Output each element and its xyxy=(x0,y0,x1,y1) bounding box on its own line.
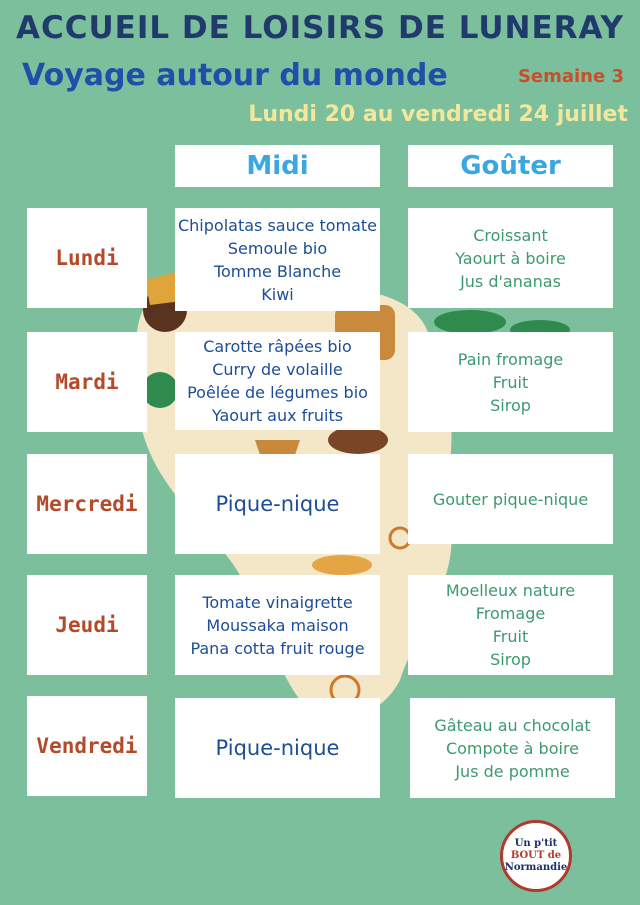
logo-line: Normandie xyxy=(504,862,568,873)
midi-cell-vendredi xyxy=(175,698,380,798)
menu-item: Fruit xyxy=(492,372,529,392)
day-label-lundi: Lundi xyxy=(27,208,147,308)
menu-item: Moelleux nature xyxy=(445,581,576,600)
basket-shape xyxy=(312,555,372,575)
menu-item: Pain fromage xyxy=(457,349,564,369)
gouter-cell-mardi xyxy=(408,332,613,432)
column-header-midi: Midi xyxy=(175,145,380,187)
menu-item: Jus d'ananas xyxy=(460,271,561,291)
logo-line: BOUT de xyxy=(510,850,562,861)
week-label: Semaine 3 xyxy=(517,66,624,87)
midi-cell-lundi xyxy=(175,208,380,311)
menu-item: Tomme Blanche xyxy=(213,261,342,281)
menu-item: Fruit xyxy=(492,627,529,646)
vase-shape xyxy=(255,440,300,455)
gouter-cell-jeudi xyxy=(408,575,613,675)
pot-shape xyxy=(328,426,388,454)
menu-item: Yaourt à boire xyxy=(455,248,566,268)
midi-cell-jeudi xyxy=(175,575,380,675)
menu-item: Semoule bio xyxy=(227,238,328,258)
page-title: ACCUEIL DE LOISIRS DE LUNERAY xyxy=(16,10,624,46)
logo-line: Un p'tit xyxy=(514,838,558,849)
menu-item: Gouter pique-nique xyxy=(432,489,589,509)
brand-logo xyxy=(500,820,572,892)
midi-cell-mercredi xyxy=(175,454,380,554)
day-label-vendredi: Vendredi xyxy=(27,696,147,796)
menu-item: Moussaka maison xyxy=(206,615,349,635)
menu-item: Pique-nique xyxy=(215,491,340,516)
tree-left xyxy=(142,372,178,408)
day-label-mardi: Mardi xyxy=(27,332,147,432)
menu-item: Fromage xyxy=(475,604,546,623)
menu-item: Jus de pomme xyxy=(455,761,570,781)
menu-item: Pique-nique xyxy=(215,735,340,760)
menu-item: Curry de volaille xyxy=(212,360,343,379)
menu-item: Carotte râpées bio xyxy=(203,337,352,356)
menu-item: Yaourt aux fruits xyxy=(211,406,344,425)
page-subtitle: Voyage autour du monde xyxy=(22,58,448,93)
tree-right xyxy=(434,310,506,334)
menu-item: Tomate vinaigrette xyxy=(202,592,353,612)
menu-item: Croissant xyxy=(473,225,548,245)
menu-item: Sirop xyxy=(490,395,531,415)
menu-item: Sirop xyxy=(490,650,531,669)
gouter-cell-vendredi xyxy=(410,698,615,798)
menu-item: Gâteau au chocolat xyxy=(434,715,591,735)
date-range: Lundi 20 au vendredi 24 juillet xyxy=(248,102,628,127)
gouter-cell-lundi xyxy=(408,208,613,308)
menu-item: Chipolatas sauce tomate xyxy=(177,215,378,235)
menu-item: Compote à boire xyxy=(445,738,580,758)
gouter-cell-mercredi xyxy=(408,454,613,544)
day-label-mercredi: Mercredi xyxy=(27,454,147,554)
column-header-gouter: Goûter xyxy=(408,145,613,187)
menu-item: Kiwi xyxy=(261,284,294,304)
midi-cell-mardi xyxy=(175,332,380,430)
menu-item: Pana cotta fruit rouge xyxy=(190,638,365,658)
menu-item: Poêlée de légumes bio xyxy=(187,383,368,402)
day-label-jeudi: Jeudi xyxy=(27,575,147,675)
